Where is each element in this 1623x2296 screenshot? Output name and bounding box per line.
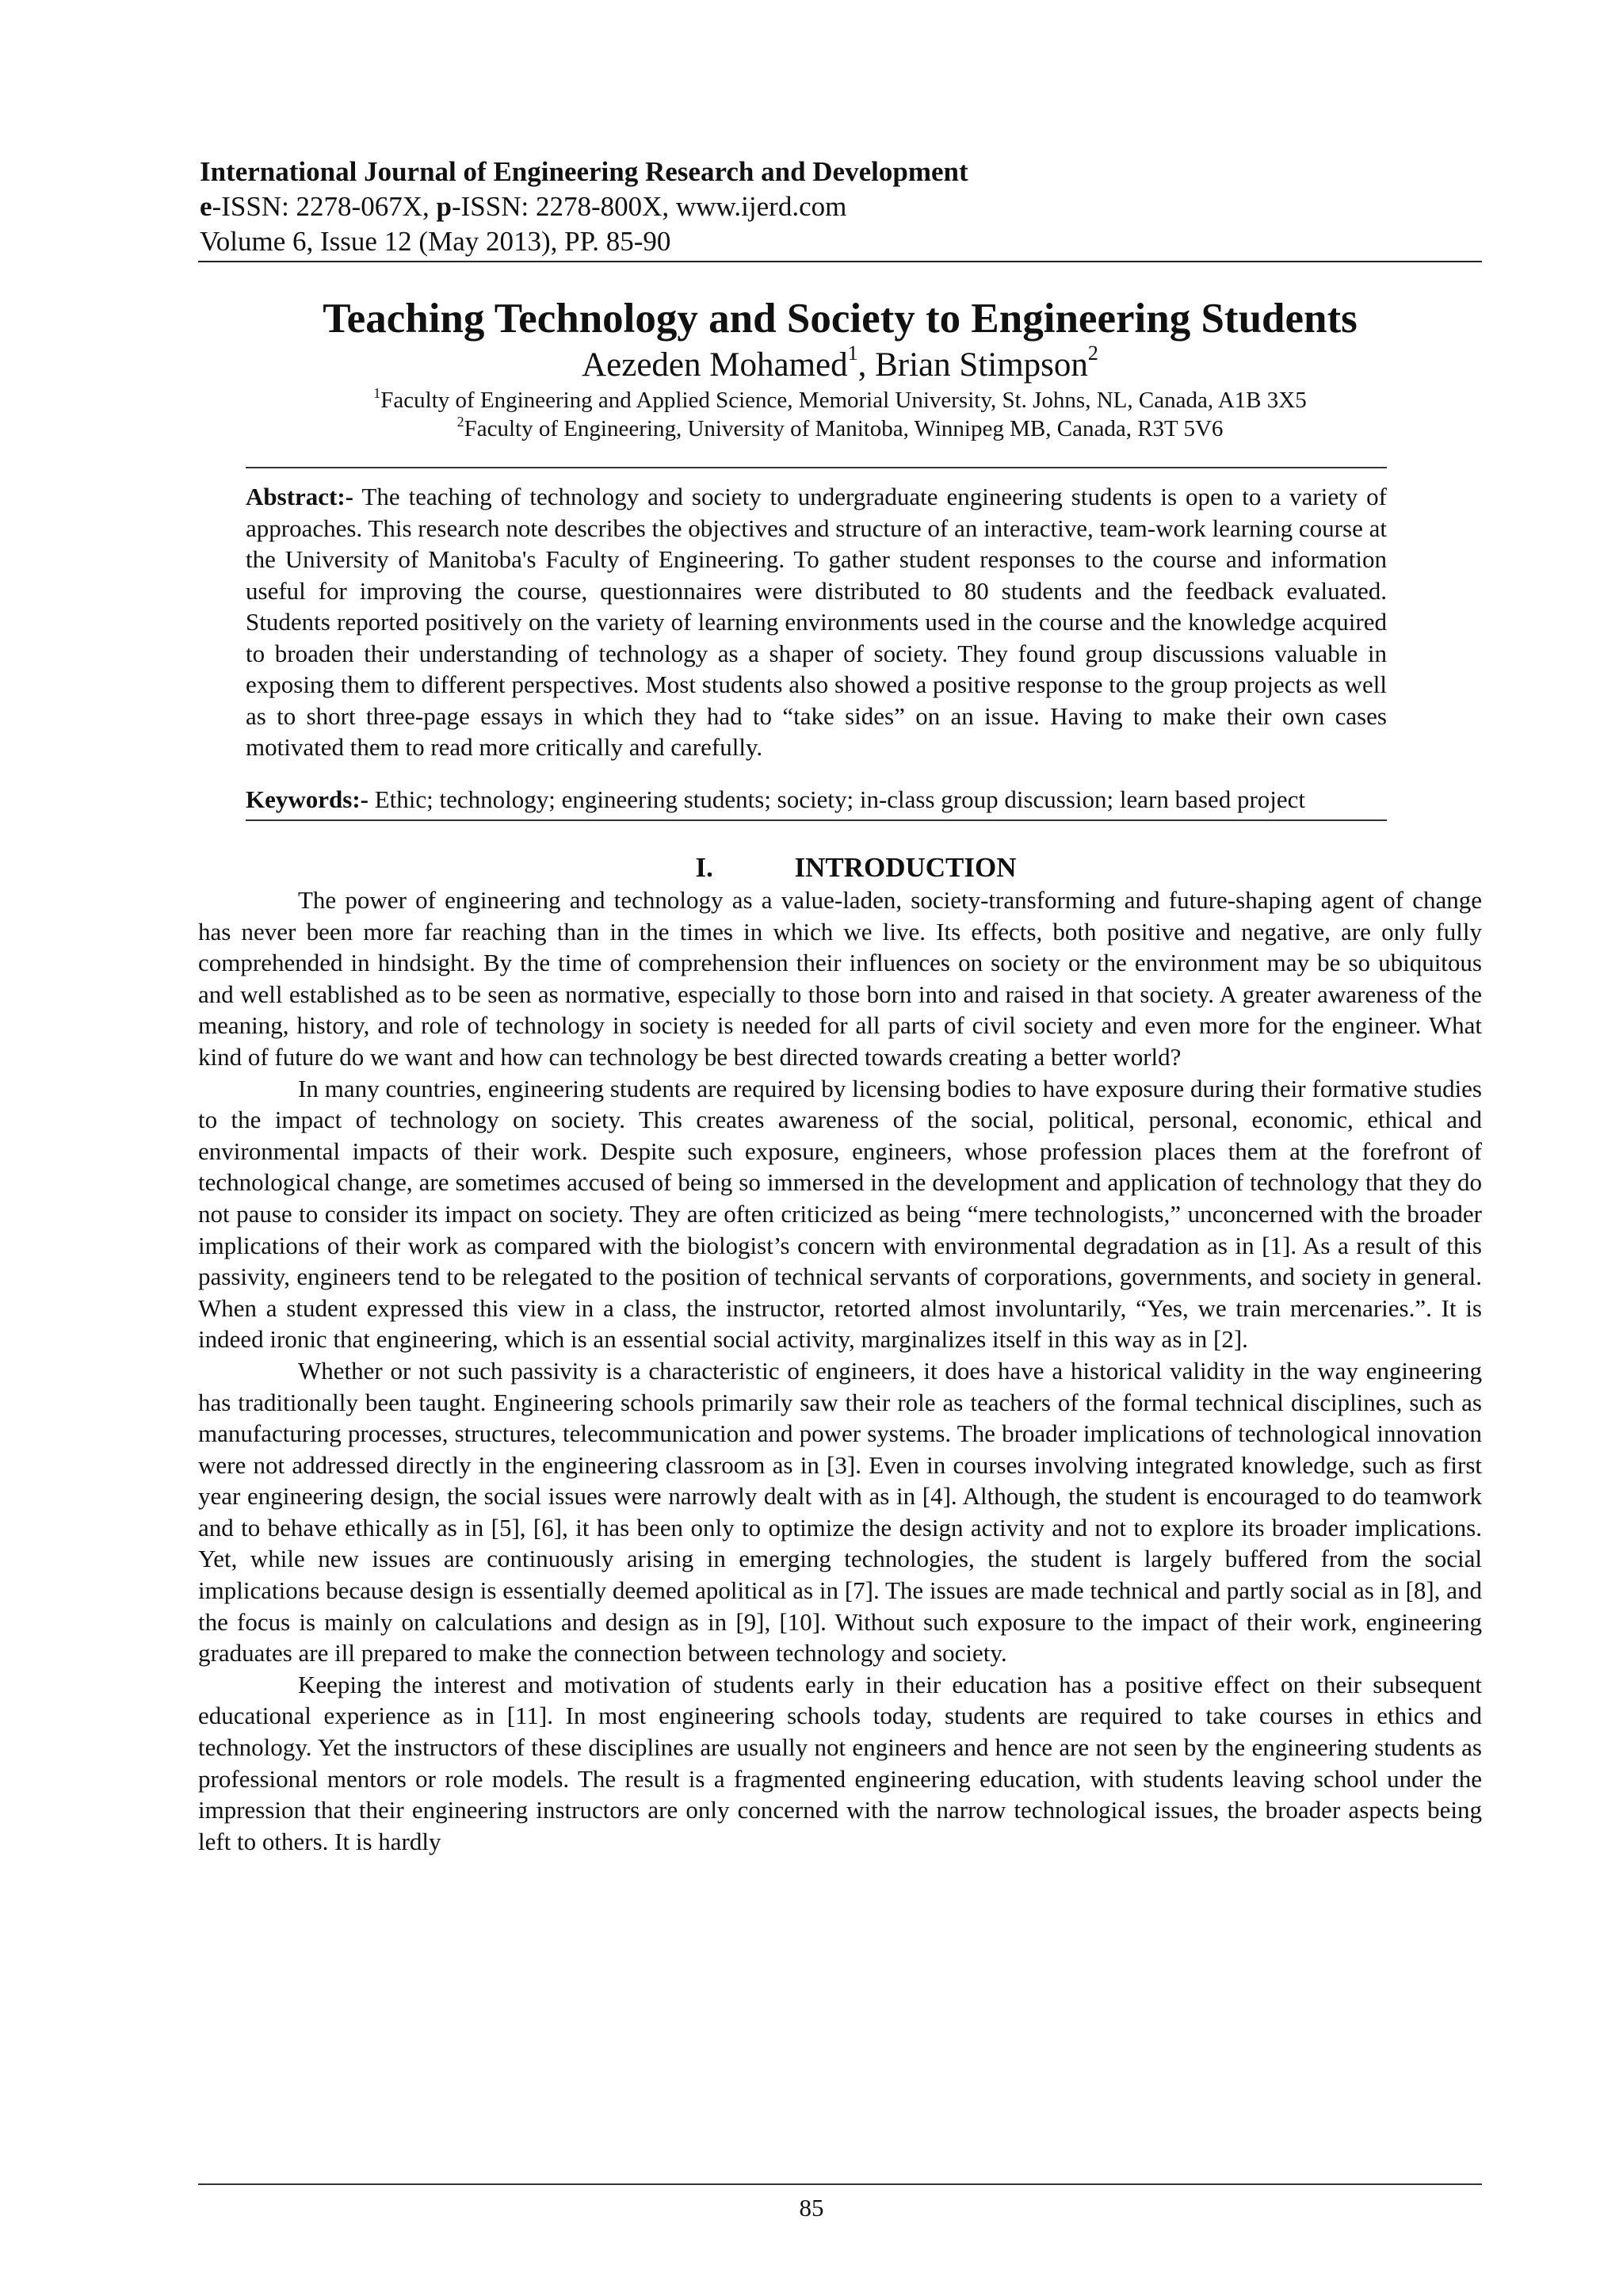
paper-page [198, 155, 1482, 1857]
affiliation-mark: 2 [456, 414, 464, 430]
paper-title: Teaching Technology and Society to Engineering Students [323, 296, 1358, 342]
affiliation-mark: 1 [373, 385, 381, 401]
affiliation [198, 386, 1482, 415]
issn-p-rest: -ISSN: 2278-800X, www.ijerd.com [451, 191, 847, 222]
issn-e-rest: -ISSN: 2278-067X, [212, 191, 437, 222]
abstract-text: The teaching of technology and society to undergraduate engineering students is open to a variety of approaches. This research note describes the objectives and structure of an interactive, team-work learning course at the University of Manitoba's Faculty of Engineering. To gather student responses to the course and information useful for improving the course, questionnaires were distributed to 80 students and the feedback evaluated. Students reported positively on the variety of learning environments used in the course and the knowledge acquired to broaden their understanding of technology as a shaper of society. They found group discussions valuable in exposing them to different perspectives. Most students also showed a positive response to the group projects as well as to short three-page essays in which they had to “take sides” on an issue. Having to make their own cases motivated them to read more critically and carefully. [246, 483, 1387, 761]
abstract-label: Abstract:- [246, 483, 354, 510]
affiliation-text: Faculty of Engineering and Applied Science, Memorial University, St. Johns, NL, Canada, A1B 3X5 [380, 388, 1307, 413]
abstract-block [246, 467, 1387, 821]
issn-e-prefix: e [200, 191, 212, 222]
page-number: 85 [799, 2194, 824, 2222]
body-paragraph: Whether or not such passivity is a characteristic of engineers, it does have a historical validity in the way engineering has traditionally been taught. Engineering schools primarily saw their role as teachers of the formal technical disciplines, such as manufacturing processes, structures, telecommunication and power systems. The broader implications of technological innovation were not addressed directly in the engineering classroom as in [3]. Even in courses involving integrated knowledge, such as first year engineering design, the social issues were narrowly dealt with as in [4]. Although, the student is encouraged to do teamwork and to behave ethically as in [5], [6], it has been only to optimize the design activity and not to explore its broader implications. Yet, while new issues are continuously arising in emerging technologies, the student is largely buffered from the social implications because design is essentially deemed apolitical as in [7]. The issues are made technical and partly social as in [8], and the focus is mainly on calculations and design as in [9], [10]. Without such exposure to the impact of their work, engineering graduates are ill prepared to make the connection between technology and society. [198, 1356, 1482, 1668]
body-paragraph: Keeping the interest and motivation of students early in their education has a positive effect on their subsequent educational experience as in [11]. In most engineering schools today, students are required to take courses in ethics and technology. Yet the instructors of these disciplines are usually not engineers and hence are not seen by the engineering students as professional mentors or role models. The result is a fragmented engineering education, with students leaving school under the impression that their engineering instructors are only concerned with the narrow technological issues, the broader aspects being left to others. It is hardly [198, 1670, 1482, 1855]
abstract-top-rule [246, 467, 1387, 468]
journal-issn [200, 189, 1482, 224]
author-affiliation-mark: 2 [1087, 342, 1098, 365]
author-name: Brian Stimpson [875, 346, 1088, 384]
author-name: Aezeden Mohamed [582, 346, 848, 384]
affiliation-text: Faculty of Engineering, University of Manitoba, Winnipeg MB, Canada, R3T 5V6 [464, 416, 1224, 441]
footer-divider [198, 2183, 1482, 2185]
journal-name: International Journal of Engineering Research and Development [200, 156, 968, 187]
section-title: INTRODUCTION [794, 852, 1017, 883]
journal-header [200, 155, 1482, 259]
title-block [198, 294, 1482, 443]
affiliation [198, 415, 1482, 443]
keywords-label: Keywords:- [246, 785, 369, 813]
journal-volume: Volume 6, Issue 12 (May 2013), PP. 85-90 [200, 226, 671, 257]
header-divider [198, 261, 1482, 262]
issn-p-prefix: p [436, 191, 452, 222]
section-number: I. [695, 852, 713, 883]
keywords [246, 784, 1387, 816]
section-heading [198, 851, 1482, 884]
abstract [246, 481, 1387, 763]
body-paragraph: In many countries, engineering students are required by licensing bodies to have exposure during their formative studies to the impact of technology on society. This creates awareness of the social, political, personal, economic, ethical and environmental impacts of their work. Despite such exposure, engineers, whose profession places them at the forefront of technological change, are sometimes accused of being so immersed in the development and application of technology that they do not pause to consider its impact on society. They are often criticized as being “mere technologists,” unconcerned with the broader implications of their work as compared with the biologist’s concern with environmental degradation as in [1]. As a result of this passivity, engineers tend to be relegated to the position of technical servants of corporations, governments, and society in general. When a student expressed this view in a class, the instructor, retorted almost involuntarily, “Yes, we train mercenaries.”. It is indeed ironic that engineering, which is an essential social activity, marginalizes itself in this way as in [2]. [198, 1074, 1482, 1354]
keywords-text: Ethic; technology; engineering students; society; in-class group discussion; learn based project [368, 785, 1306, 813]
author-affiliation-mark: 1 [847, 342, 858, 365]
body-paragraph: The power of engineering and technology as a value-laden, society-transforming and future-shaping agent of change has never been more far reaching than in the times in which we live. Its effects, both positive and negative, are only fully comprehended in hindsight. By the time of comprehension their influences on society or the environment may be so ubiquitous and well established as to be seen as normative, especially to those born into and raised in that society. A greater awareness of the meaning, history, and role of technology in society is needed for all parts of civil society and even more for the engineer. What kind of future do we want and how can technology be best directed towards creating a better world? [198, 886, 1482, 1071]
author-list [198, 342, 1482, 386]
author-separator: , [857, 346, 876, 384]
abstract-bottom-rule [246, 819, 1387, 821]
